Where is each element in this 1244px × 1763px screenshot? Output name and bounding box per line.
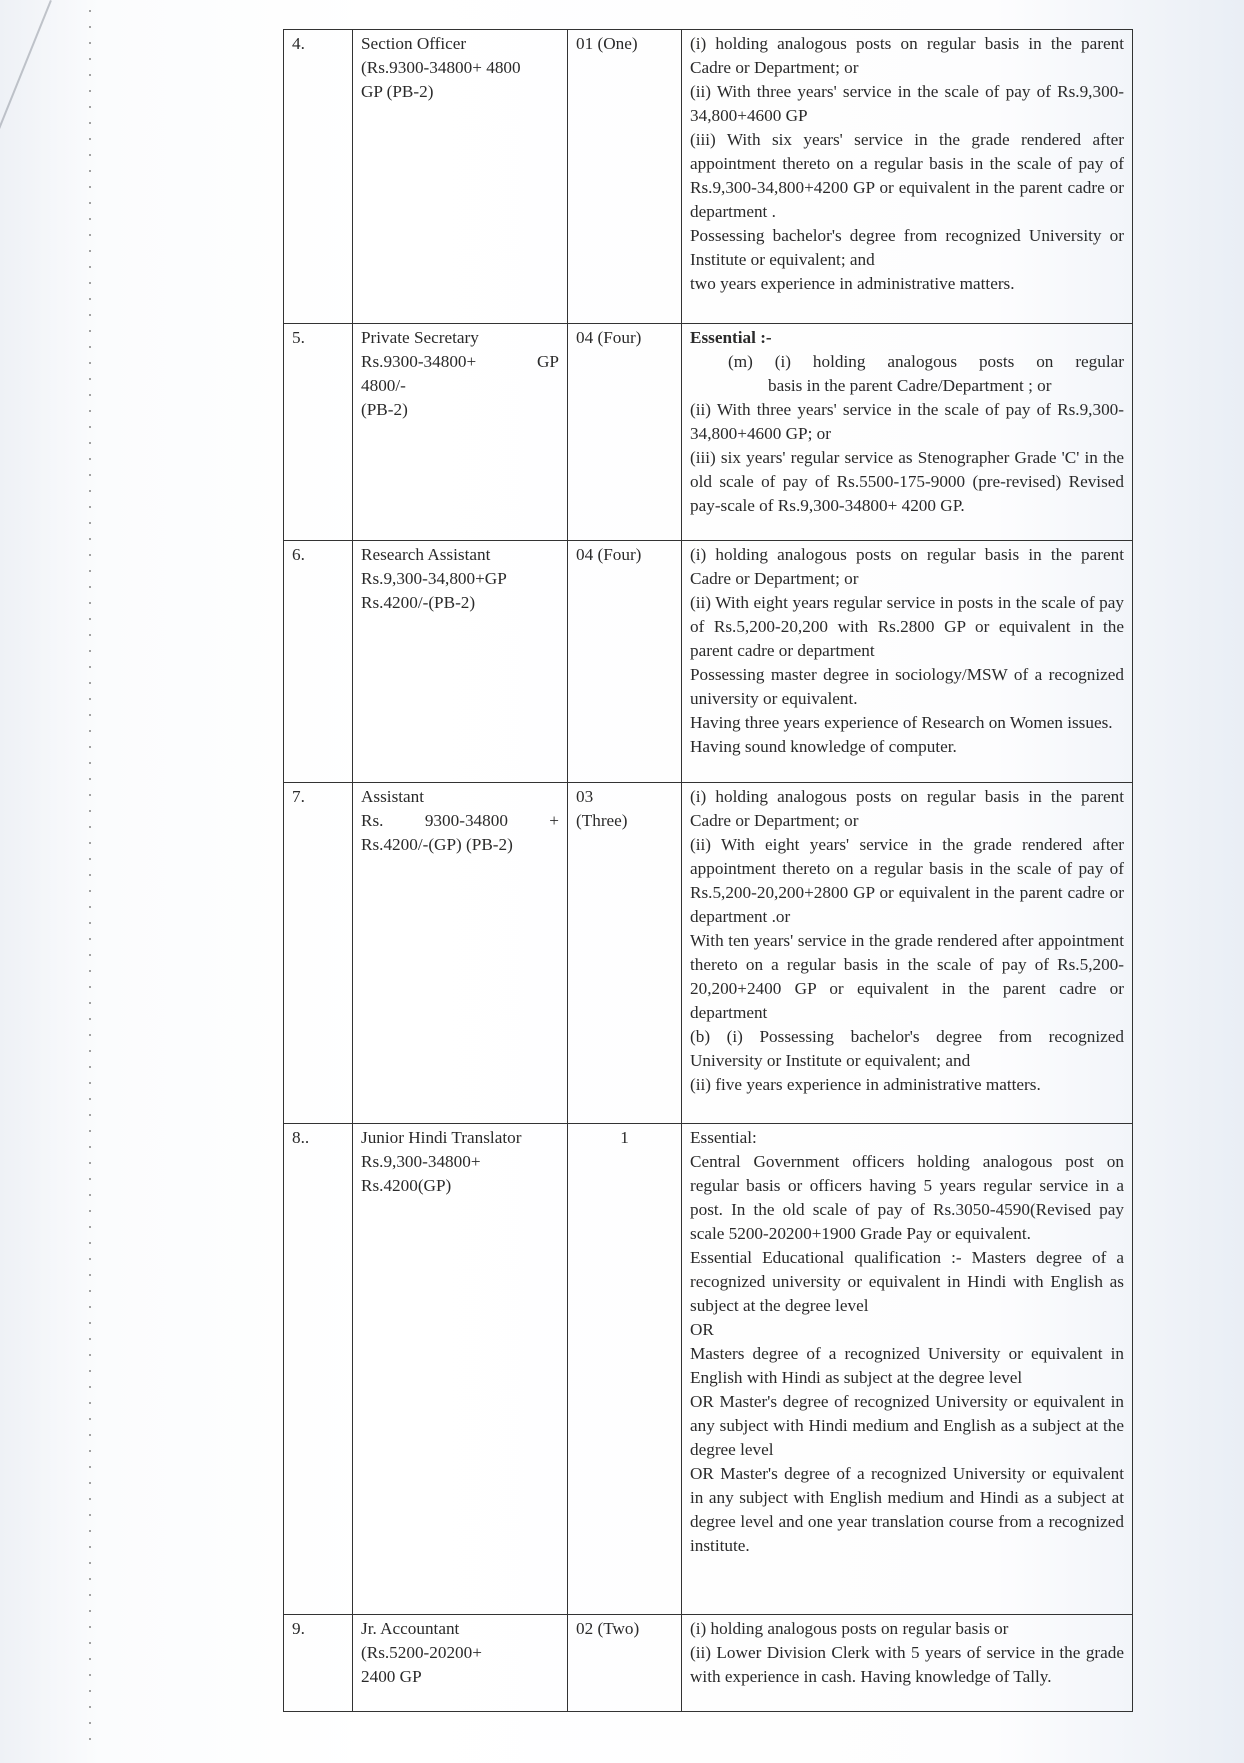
post-name-cell	[353, 783, 568, 1124]
pay-scale: Rs. 9300-34800 +	[361, 811, 559, 830]
post-name: Private Secretary	[361, 328, 479, 347]
eligibility-item: (i) holding analogous posts on regular basis in the parent Cadre or Department; or	[690, 545, 1124, 588]
eligibility-item: Central Government officers holding analogous post on regular basis or officers having 5 years regular service in a post. In the old scale of pay of Rs.3050-4590(Revised pay scale 5200-20200+1900 Grade Pay or equivalent.	[690, 1152, 1124, 1243]
eligibility-heading: Essential :-	[690, 328, 772, 347]
eligibility-item: Possessing bachelor's degree from recognized University or Institute or equivalent; and	[690, 226, 1124, 269]
serial-number: 9.	[284, 1615, 353, 1712]
eligibility-item: OR Master's degree of recognized University or equivalent in any subject with Hindi medium and English as a subject at the degree level	[690, 1392, 1124, 1459]
serial-number: 7.	[284, 783, 353, 1124]
pay-scale: (Rs.5200-20200+	[361, 1643, 482, 1662]
pay-scale: Rs.4200/-(GP) (PB-2)	[361, 835, 513, 854]
pay-band: (PB-2)	[361, 400, 408, 419]
post-name: Junior Hindi Translator	[361, 1128, 522, 1147]
pay-scale: 4800/-	[361, 376, 406, 395]
eligibility-item: Having sound knowledge of computer.	[690, 737, 957, 756]
eligibility-item: (i) holding analogous posts on regular basis in the parent Cadre or Department; or	[690, 787, 1124, 830]
eligibility-item: two years experience in administrative matters.	[690, 274, 1015, 293]
pay-scale: Rs.9,300-34,800+GP	[361, 569, 507, 588]
eligibility-item: (m) (i) holding analogous posts on regular	[728, 352, 1124, 371]
serial-number: 6.	[284, 541, 353, 783]
scan-edge-dots	[89, 10, 91, 1750]
number-of-posts-digits: 03	[576, 787, 594, 806]
eligibility-item: OR Master's degree of a recognized University or equivalent in any subject with English medium and Hindi as a subject at degree level and one year translation course from a recognized institute.	[690, 1464, 1124, 1555]
number-of-posts: 01 (One)	[568, 30, 682, 324]
eligibility-item: (ii) With three years' service in the scale of pay of Rs.9,300-34,800+4600 GP; or	[690, 400, 1124, 443]
eligibility-item: (ii) Lower Division Clerk with 5 years of service in the grade with experience in cash. Having knowledge of Tally.	[690, 1643, 1124, 1686]
eligibility-item: Essential Educational qualification :- Masters degree of a recognized university or equivalent in Hindi with English as subject at the degree level	[690, 1248, 1124, 1315]
pay-scale: 2400 GP	[361, 1667, 422, 1686]
post-name-cell	[353, 30, 568, 324]
pay-scale: Rs.4200/-(PB-2)	[361, 593, 476, 612]
table-row	[284, 324, 1133, 541]
eligibility-cell	[682, 541, 1133, 783]
eligibility-item: Possessing master degree in sociology/MSW of a recognized university or equivalent.	[690, 665, 1124, 708]
eligibility-heading: Essential:	[690, 1128, 757, 1147]
pay-scale: GP (PB-2)	[361, 82, 434, 101]
number-of-posts-words: (Three)	[576, 811, 628, 830]
pay-scale: Rs.9,300-34800+	[361, 1152, 481, 1171]
pay-scale: Rs.9300-34800+ GP	[361, 352, 559, 371]
eligibility-item: (i) holding analogous posts on regular basis or	[690, 1619, 1009, 1638]
number-of-posts: 02 (Two)	[568, 1615, 682, 1712]
eligibility-cell	[682, 30, 1133, 324]
eligibility-item: (ii) five years experience in administrative matters.	[690, 1075, 1041, 1094]
post-name: Section Officer	[361, 34, 467, 53]
eligibility-item: With ten years' service in the grade rendered after appointment thereto on a regular basis in the scale of pay of Rs.5,200-20,200+2400 GP or equivalent in the parent cadre or department	[690, 931, 1124, 1022]
table-row	[284, 30, 1133, 324]
table-row	[284, 541, 1133, 783]
table-row	[284, 783, 1133, 1124]
number-of-posts: 1	[568, 1124, 682, 1615]
eligibility-or: OR	[690, 1320, 714, 1339]
eligibility-cell	[682, 1124, 1133, 1615]
pay-scale: Rs.4200(GP)	[361, 1176, 452, 1195]
eligibility-item: (iii) With six years' service in the grade rendered after appointment thereto on a regular basis in the scale of pay of Rs.9,300-34,800+4200 GP or equivalent in the parent cadre or department .	[690, 130, 1124, 221]
number-of-posts: 04 (Four)	[568, 541, 682, 783]
number-of-posts: 04 (Four)	[568, 324, 682, 541]
eligibility-item: Having three years experience of Research on Women issues.	[690, 713, 1113, 732]
post-name: Assistant	[361, 787, 425, 806]
eligibility-item: (iii) six years' regular service as Stenographer Grade 'C' in the old scale of pay of Rs.5500-175-9000 (pre-revised) Revised pay-scale of Rs.9,300-34800+ 4200 GP.	[690, 448, 1124, 515]
number-of-posts	[568, 783, 682, 1124]
eligibility-item: basis in the parent Cadre/Department ; or	[768, 376, 1052, 395]
post-name-cell	[353, 1124, 568, 1615]
serial-number: 8..	[284, 1124, 353, 1615]
eligibility-cell	[682, 1615, 1133, 1712]
eligibility-item: (ii) With three years' service in the scale of pay of Rs.9,300-34,800+4600 GP	[690, 82, 1124, 125]
eligibility-item: Masters degree of a recognized University or equivalent in English with Hindi as subject at the degree level	[690, 1344, 1124, 1387]
serial-number: 4.	[284, 30, 353, 324]
eligibility-item: (b) (i) Possessing bachelor's degree from recognized University or Institute or equivalent; and	[690, 1027, 1124, 1070]
post-name-cell	[353, 324, 568, 541]
eligibility-cell	[682, 324, 1133, 541]
post-name: Jr. Accountant	[361, 1619, 460, 1638]
post-name-cell	[353, 1615, 568, 1712]
scan-artifact-line	[0, 0, 52, 279]
eligibility-item: (i) holding analogous posts on regular basis in the parent Cadre or Department; or	[690, 34, 1124, 77]
table-row	[284, 1124, 1133, 1615]
post-name-cell	[353, 541, 568, 783]
table-row	[284, 1615, 1133, 1712]
eligibility-item: (ii) With eight years regular service in posts in the scale of pay of Rs.5,200-20,200 with Rs.2800 GP or equivalent in the parent cadre or department	[690, 593, 1124, 660]
posts-table	[283, 29, 1133, 1712]
pay-scale: (Rs.9300-34800+ 4800	[361, 58, 521, 77]
eligibility-item: (ii) With eight years' service in the grade rendered after appointment thereto on a regular basis in the scale of pay of Rs.5,200-20,200+2800 GP or equivalent in the parent cadre or department .or	[690, 835, 1124, 926]
eligibility-cell	[682, 783, 1133, 1124]
post-name: Research Assistant	[361, 545, 491, 564]
serial-number: 5.	[284, 324, 353, 541]
